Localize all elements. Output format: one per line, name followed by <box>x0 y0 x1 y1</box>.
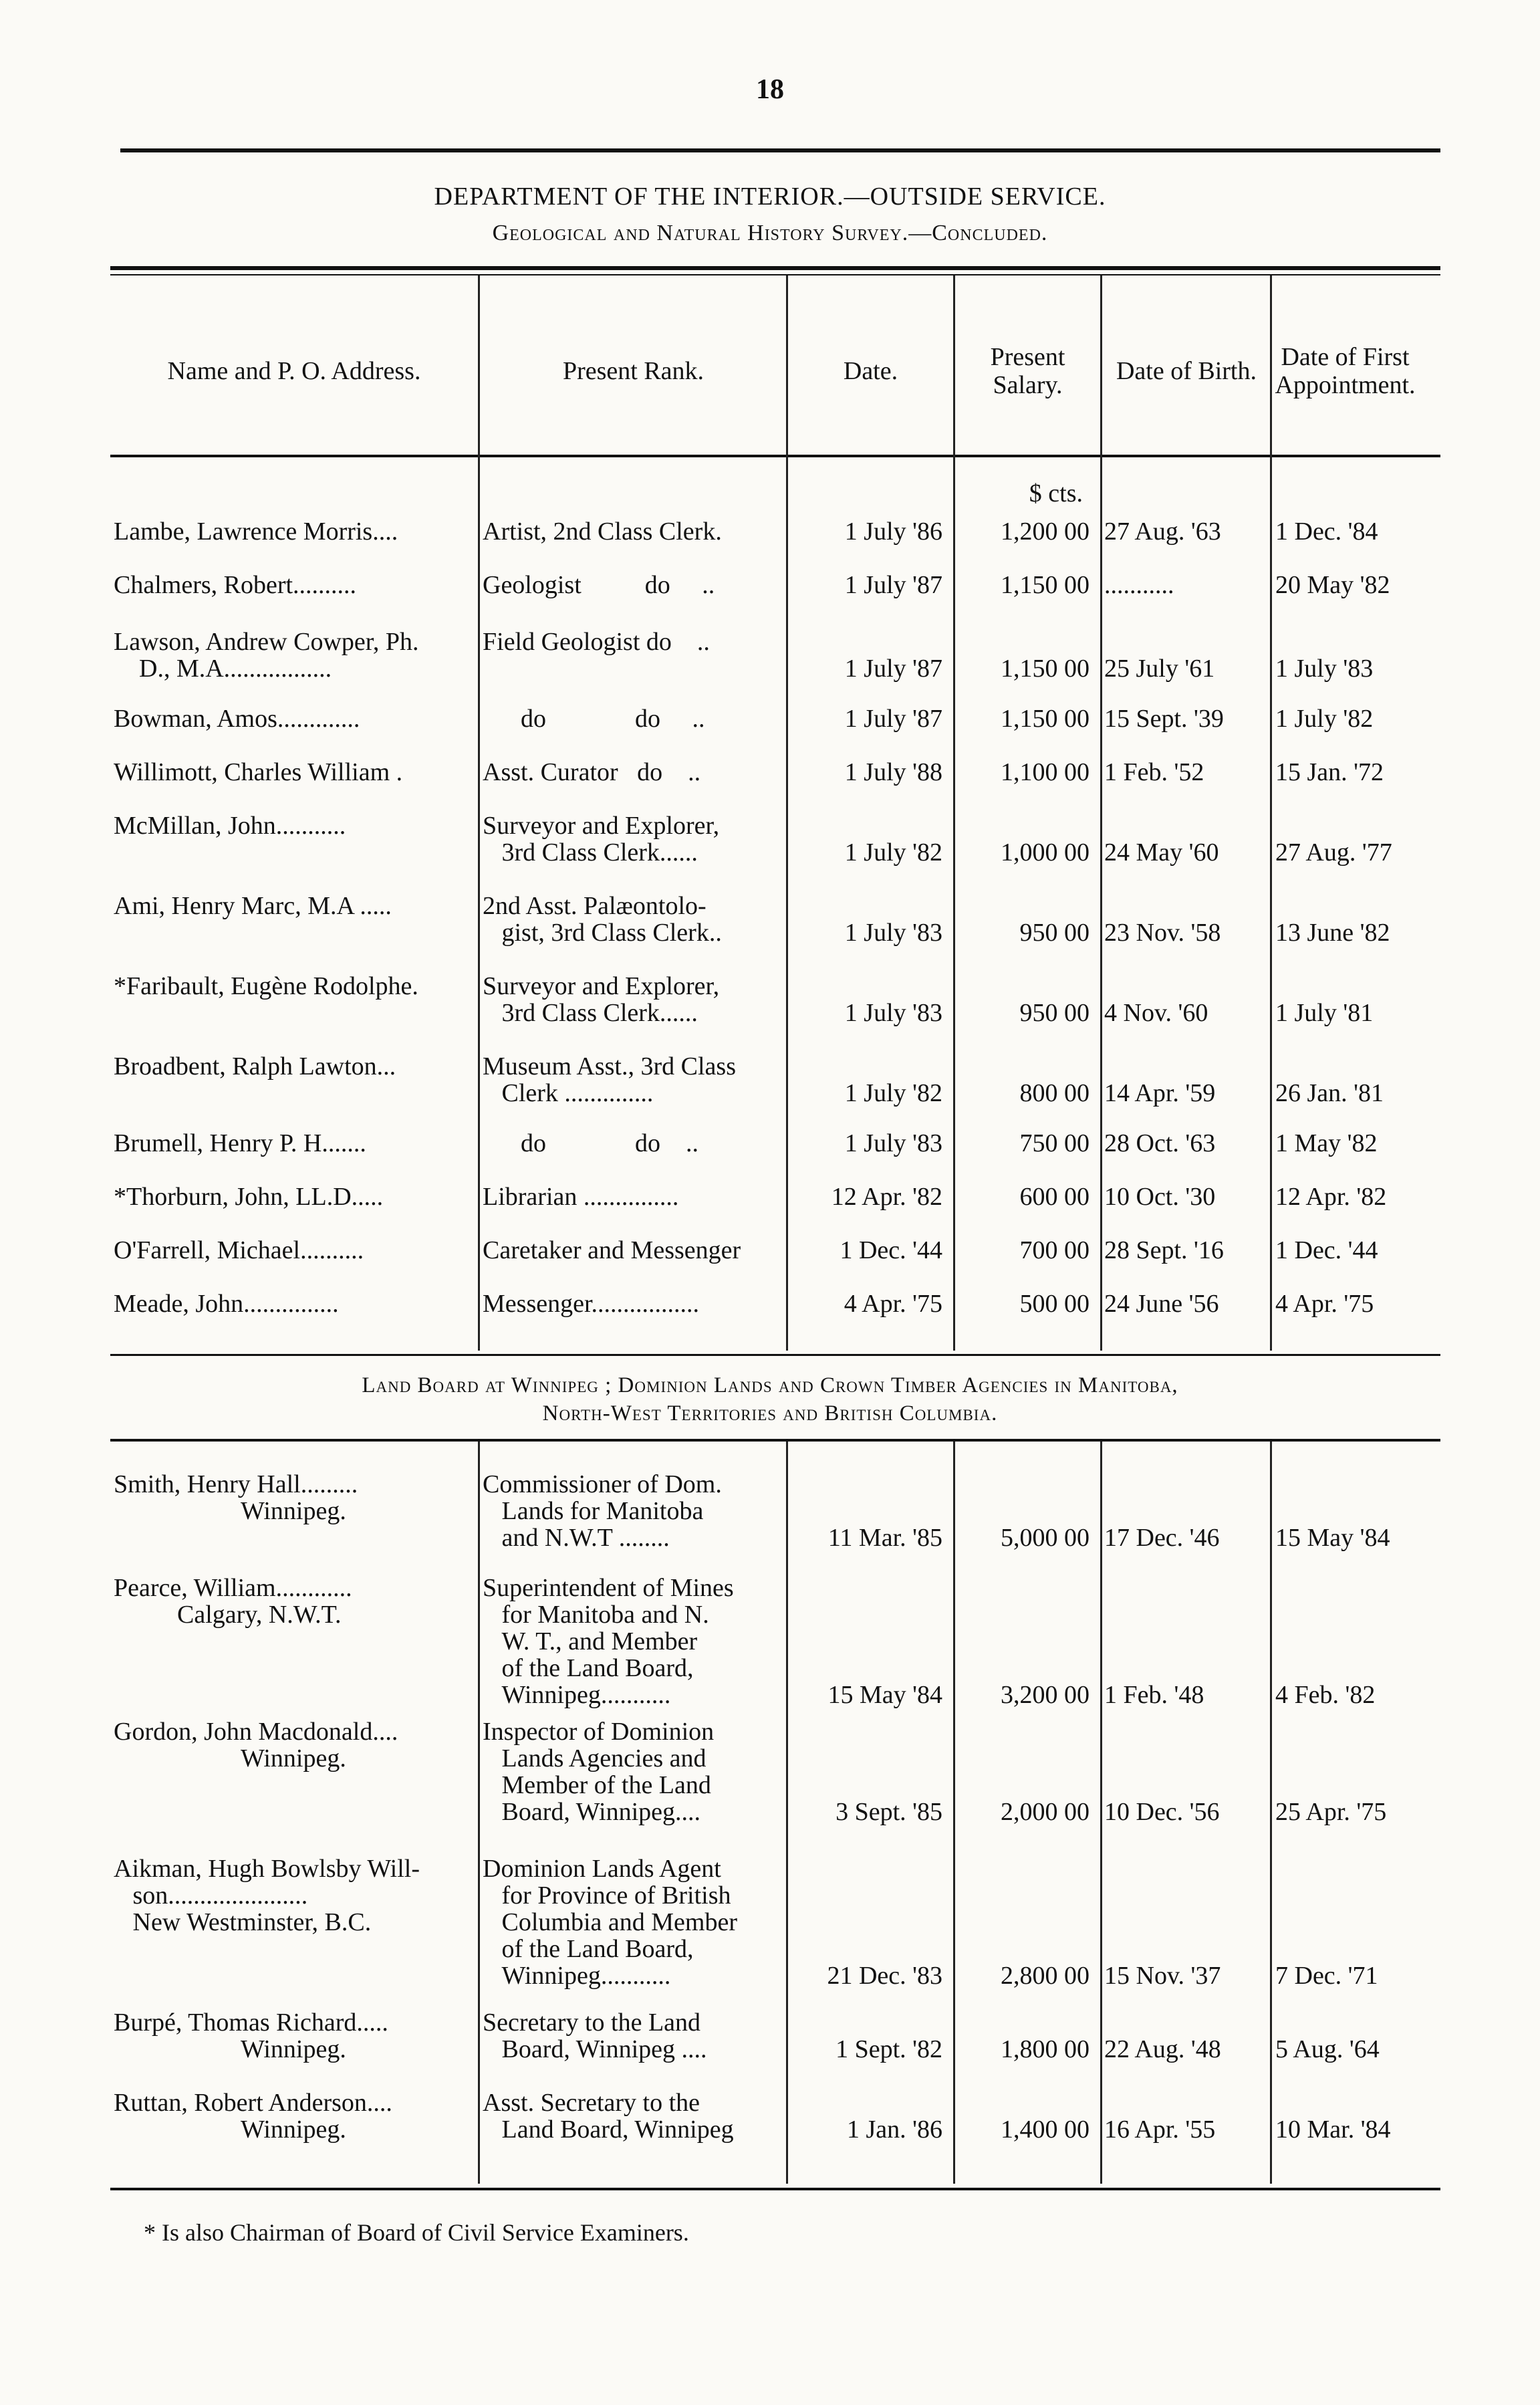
cell-name: Ruttan, Robert Anderson.... Winnipeg. <box>114 2089 392 2144</box>
col-divider <box>1100 1442 1102 2184</box>
header-name: Name and P. O. Address. <box>167 357 421 385</box>
header-appointment: Date of First Appointment. <box>1275 343 1416 399</box>
cell-birth: 10 Dec. '56 <box>1104 1798 1220 1826</box>
cell-salary: 1,100 00 <box>1001 758 1089 786</box>
cell-date: 4 Apr. '75 <box>844 1290 942 1318</box>
cell-date: 1 July '87 <box>844 705 942 733</box>
cell-salary: 600 00 <box>1019 1183 1089 1211</box>
cell-salary: 700 00 <box>1019 1236 1089 1264</box>
cell-date: 1 Dec. '44 <box>840 1236 942 1264</box>
cell-salary: 2,000 00 <box>1001 1798 1089 1826</box>
cell-appointment: 13 June '82 <box>1275 919 1390 947</box>
cell-rank: Surveyor and Explorer, 3rd Class Clerk...... <box>483 812 720 867</box>
cell-name: McMillan, John........... <box>114 812 346 840</box>
page-subtitle: Geological and Natural History Survey.—Concluded. <box>492 221 1048 245</box>
cell-birth: 28 Sept. '16 <box>1104 1236 1224 1264</box>
cell-date: 1 July '83 <box>844 999 942 1027</box>
cell-birth: 1 Feb. '52 <box>1104 758 1204 786</box>
col-divider <box>1270 275 1272 1351</box>
cell-appointment: 26 Jan. '81 <box>1275 1079 1384 1107</box>
col-divider <box>478 1442 480 2184</box>
cell-name: O'Farrell, Michael.......... <box>114 1236 364 1264</box>
cell-rank: Geologist do .. <box>483 571 715 599</box>
cell-birth: 27 Aug. '63 <box>1104 518 1221 546</box>
cell-name: Lawson, Andrew Cowper, Ph. D., M.A................. <box>114 628 419 683</box>
cell-date: 12 Apr. '82 <box>831 1183 942 1211</box>
cell-name: Gordon, John Macdonald.... Winnipeg. <box>114 1718 398 1772</box>
cell-appointment: 27 Aug. '77 <box>1275 838 1392 867</box>
cell-date: 21 Dec. '83 <box>827 1962 942 1990</box>
cell-salary: 1,800 00 <box>1001 2035 1089 2063</box>
cell-salary: 2,800 00 <box>1001 1962 1089 1990</box>
col-divider <box>786 1442 788 2184</box>
cell-rank: Surveyor and Explorer, 3rd Class Clerk...... <box>483 972 720 1027</box>
header-rank: Present Rank. <box>562 357 704 385</box>
cell-date: 1 July '87 <box>844 571 942 599</box>
cell-salary: 1,150 00 <box>1001 705 1089 733</box>
cell-rank: Asst. Curator do .. <box>483 758 701 786</box>
cell-rank: Caretaker and Messenger <box>483 1236 741 1264</box>
cell-rank: Field Geologist do .. <box>483 628 710 656</box>
cell-date: 1 July '83 <box>844 1129 942 1157</box>
cell-appointment: 20 May '82 <box>1275 571 1390 599</box>
cell-date: 1 July '82 <box>844 1079 942 1107</box>
cell-name: Ami, Henry Marc, M.A ..... <box>114 892 392 920</box>
cell-birth: 24 June '56 <box>1104 1290 1219 1318</box>
cell-salary: 500 00 <box>1019 1290 1089 1318</box>
cell-date: 1 July '88 <box>844 758 942 786</box>
cell-appointment: 1 Dec. '44 <box>1275 1236 1378 1264</box>
col-divider <box>953 1442 955 2184</box>
cell-appointment: 4 Apr. '75 <box>1275 1290 1374 1318</box>
cell-date: 1 July '83 <box>844 919 942 947</box>
cell-rank: Commissioner of Dom. Lands for Manitoba and N.W.T ........ <box>483 1470 722 1552</box>
cell-date: 1 July '87 <box>844 655 942 683</box>
bottom-rule <box>110 2188 1440 2190</box>
cell-salary: 950 00 <box>1019 999 1089 1027</box>
cell-name: Burpé, Thomas Richard..... Winnipeg. <box>114 2009 388 2063</box>
header-date: Date. <box>843 357 898 385</box>
cell-rank: do do .. <box>483 705 705 733</box>
cell-salary: 800 00 <box>1019 1079 1089 1107</box>
cell-salary: 3,200 00 <box>1001 1681 1089 1709</box>
cell-date: 11 Mar. '85 <box>827 1524 942 1552</box>
cell-name: Chalmers, Robert.......... <box>114 571 357 599</box>
cell-rank: do do .. <box>483 1129 698 1157</box>
cell-date: 1 Jan. '86 <box>846 2115 942 2144</box>
page-number: 18 <box>756 74 784 105</box>
cell-name: Aikman, Hugh Bowlsby Will- son...................... New Westminster, B.C. <box>114 1855 420 1936</box>
cell-birth: ........... <box>1104 571 1174 599</box>
section-title-line-1: Land Board at Winnipeg ; Dominion Lands and Crown Timber Agencies in Manitoba, <box>362 1373 1178 1397</box>
cell-salary: 1,150 00 <box>1001 571 1089 599</box>
cell-name: Pearce, William............ Calgary, N.W.T. <box>114 1574 352 1629</box>
cell-appointment: 1 July '83 <box>1275 655 1374 683</box>
cell-rank: Secretary to the Land Board, Winnipeg .... <box>483 2009 707 2063</box>
cell-appointment: 10 Mar. '84 <box>1275 2115 1391 2144</box>
cell-name: Broadbent, Ralph Lawton... <box>114 1052 396 1080</box>
cell-appointment: 15 Jan. '72 <box>1275 758 1384 786</box>
section-title-line-2: North-West Territories and British Columbia. <box>542 1401 998 1425</box>
cell-name: *Thorburn, John, LL.D..... <box>114 1183 384 1211</box>
cell-birth: 16 Apr. '55 <box>1104 2115 1216 2144</box>
cell-birth: 23 Nov. '58 <box>1104 919 1221 947</box>
cell-rank: Artist, 2nd Class Clerk. <box>483 518 722 546</box>
section-bottom-rule <box>110 1439 1440 1442</box>
cell-name: Bowman, Amos............. <box>114 705 360 733</box>
cell-date: 1 Sept. '82 <box>836 2035 942 2063</box>
cell-salary: 5,000 00 <box>1001 1524 1089 1552</box>
cell-birth: 17 Dec. '46 <box>1104 1524 1220 1552</box>
cell-rank: Asst. Secretary to the Land Board, Winnipeg <box>483 2089 734 2144</box>
cell-birth: 1 Feb. '48 <box>1104 1681 1204 1709</box>
cell-rank: Museum Asst., 3rd Class Clerk .............. <box>483 1052 736 1107</box>
col-divider <box>786 275 788 1351</box>
cell-appointment: 1 May '82 <box>1275 1129 1378 1157</box>
cell-birth: 25 July '61 <box>1104 655 1215 683</box>
cell-appointment: 7 Dec. '71 <box>1275 1962 1378 1990</box>
cell-birth: 22 Aug. '48 <box>1104 2035 1221 2063</box>
cell-rank: Superintendent of Mines for Manitoba and N. W. T., and Member of the Land Board, Winnipeg........... <box>483 1574 734 1709</box>
cell-name: Smith, Henry Hall......... Winnipeg. <box>114 1470 358 1525</box>
cell-appointment: 12 Apr. '82 <box>1275 1183 1387 1211</box>
cell-name: Willimott, Charles William . <box>114 758 403 786</box>
cell-birth: 15 Sept. '39 <box>1104 705 1224 733</box>
cell-salary: 950 00 <box>1019 919 1089 947</box>
cell-rank: 2nd Asst. Palæontolo- gist, 3rd Class Clerk.. <box>483 892 722 947</box>
cell-name: Lambe, Lawrence Morris.... <box>114 518 398 546</box>
cell-birth: 4 Nov. '60 <box>1104 999 1208 1027</box>
cell-rank: Inspector of Dominion Lands Agencies and Member of the Land Board, Winnipeg.... <box>483 1718 715 1826</box>
footnote: * Is also Chairman of Board of Civil Service Examiners. <box>144 2219 689 2246</box>
cell-salary: 1,200 00 <box>1001 518 1089 546</box>
cell-date: 15 May '84 <box>827 1681 942 1709</box>
cell-appointment: 1 July '81 <box>1275 999 1374 1027</box>
cell-appointment: 1 July '82 <box>1275 705 1374 733</box>
header-birth: Date of Birth. <box>1116 357 1257 385</box>
col-divider <box>953 275 955 1351</box>
header-salary: Present Salary. <box>990 343 1065 399</box>
cell-birth: 14 Apr. '59 <box>1104 1079 1216 1107</box>
col-divider <box>1100 275 1102 1351</box>
cell-rank: Messenger................. <box>483 1290 700 1318</box>
cell-appointment: 4 Feb. '82 <box>1275 1681 1376 1709</box>
cell-appointment: 5 Aug. '64 <box>1275 2035 1380 2063</box>
top-rule <box>120 148 1440 152</box>
cell-salary: 1,150 00 <box>1001 655 1089 683</box>
cell-date: 1 July '86 <box>844 518 942 546</box>
cell-name: Meade, John............... <box>114 1290 339 1318</box>
cell-name: Brumell, Henry P. H....... <box>114 1129 366 1157</box>
cell-appointment: 15 May '84 <box>1275 1524 1390 1552</box>
col-divider <box>478 275 480 1351</box>
cell-birth: 15 Nov. '37 <box>1104 1962 1221 1990</box>
salary-units: $ cts. <box>1029 479 1083 507</box>
header-top-rule <box>110 266 1440 270</box>
cell-salary: 1,000 00 <box>1001 838 1089 867</box>
page-title: DEPARTMENT OF THE INTERIOR.—OUTSIDE SERVICE. <box>434 183 1106 211</box>
col-divider <box>1270 1442 1272 2184</box>
cell-name: *Faribault, Eugène Rodolphe. <box>114 972 418 1000</box>
cell-appointment: 1 Dec. '84 <box>1275 518 1378 546</box>
cell-birth: 24 May '60 <box>1104 838 1219 867</box>
cell-rank: Dominion Lands Agent for Province of British Columbia and Member of the Land Board, Winnipeg........... <box>483 1855 737 1990</box>
cell-birth: 28 Oct. '63 <box>1104 1129 1216 1157</box>
cell-rank: Librarian ............... <box>483 1183 679 1211</box>
cell-salary: 1,400 00 <box>1001 2115 1089 2144</box>
cell-appointment: 25 Apr. '75 <box>1275 1798 1387 1826</box>
header-bottom-rule <box>110 455 1440 457</box>
cell-date: 3 Sept. '85 <box>836 1798 942 1826</box>
cell-date: 1 July '82 <box>844 838 942 867</box>
section-rule <box>110 1354 1440 1356</box>
cell-salary: 750 00 <box>1019 1129 1089 1157</box>
header-top-rule-thin <box>110 274 1440 275</box>
cell-birth: 10 Oct. '30 <box>1104 1183 1216 1211</box>
